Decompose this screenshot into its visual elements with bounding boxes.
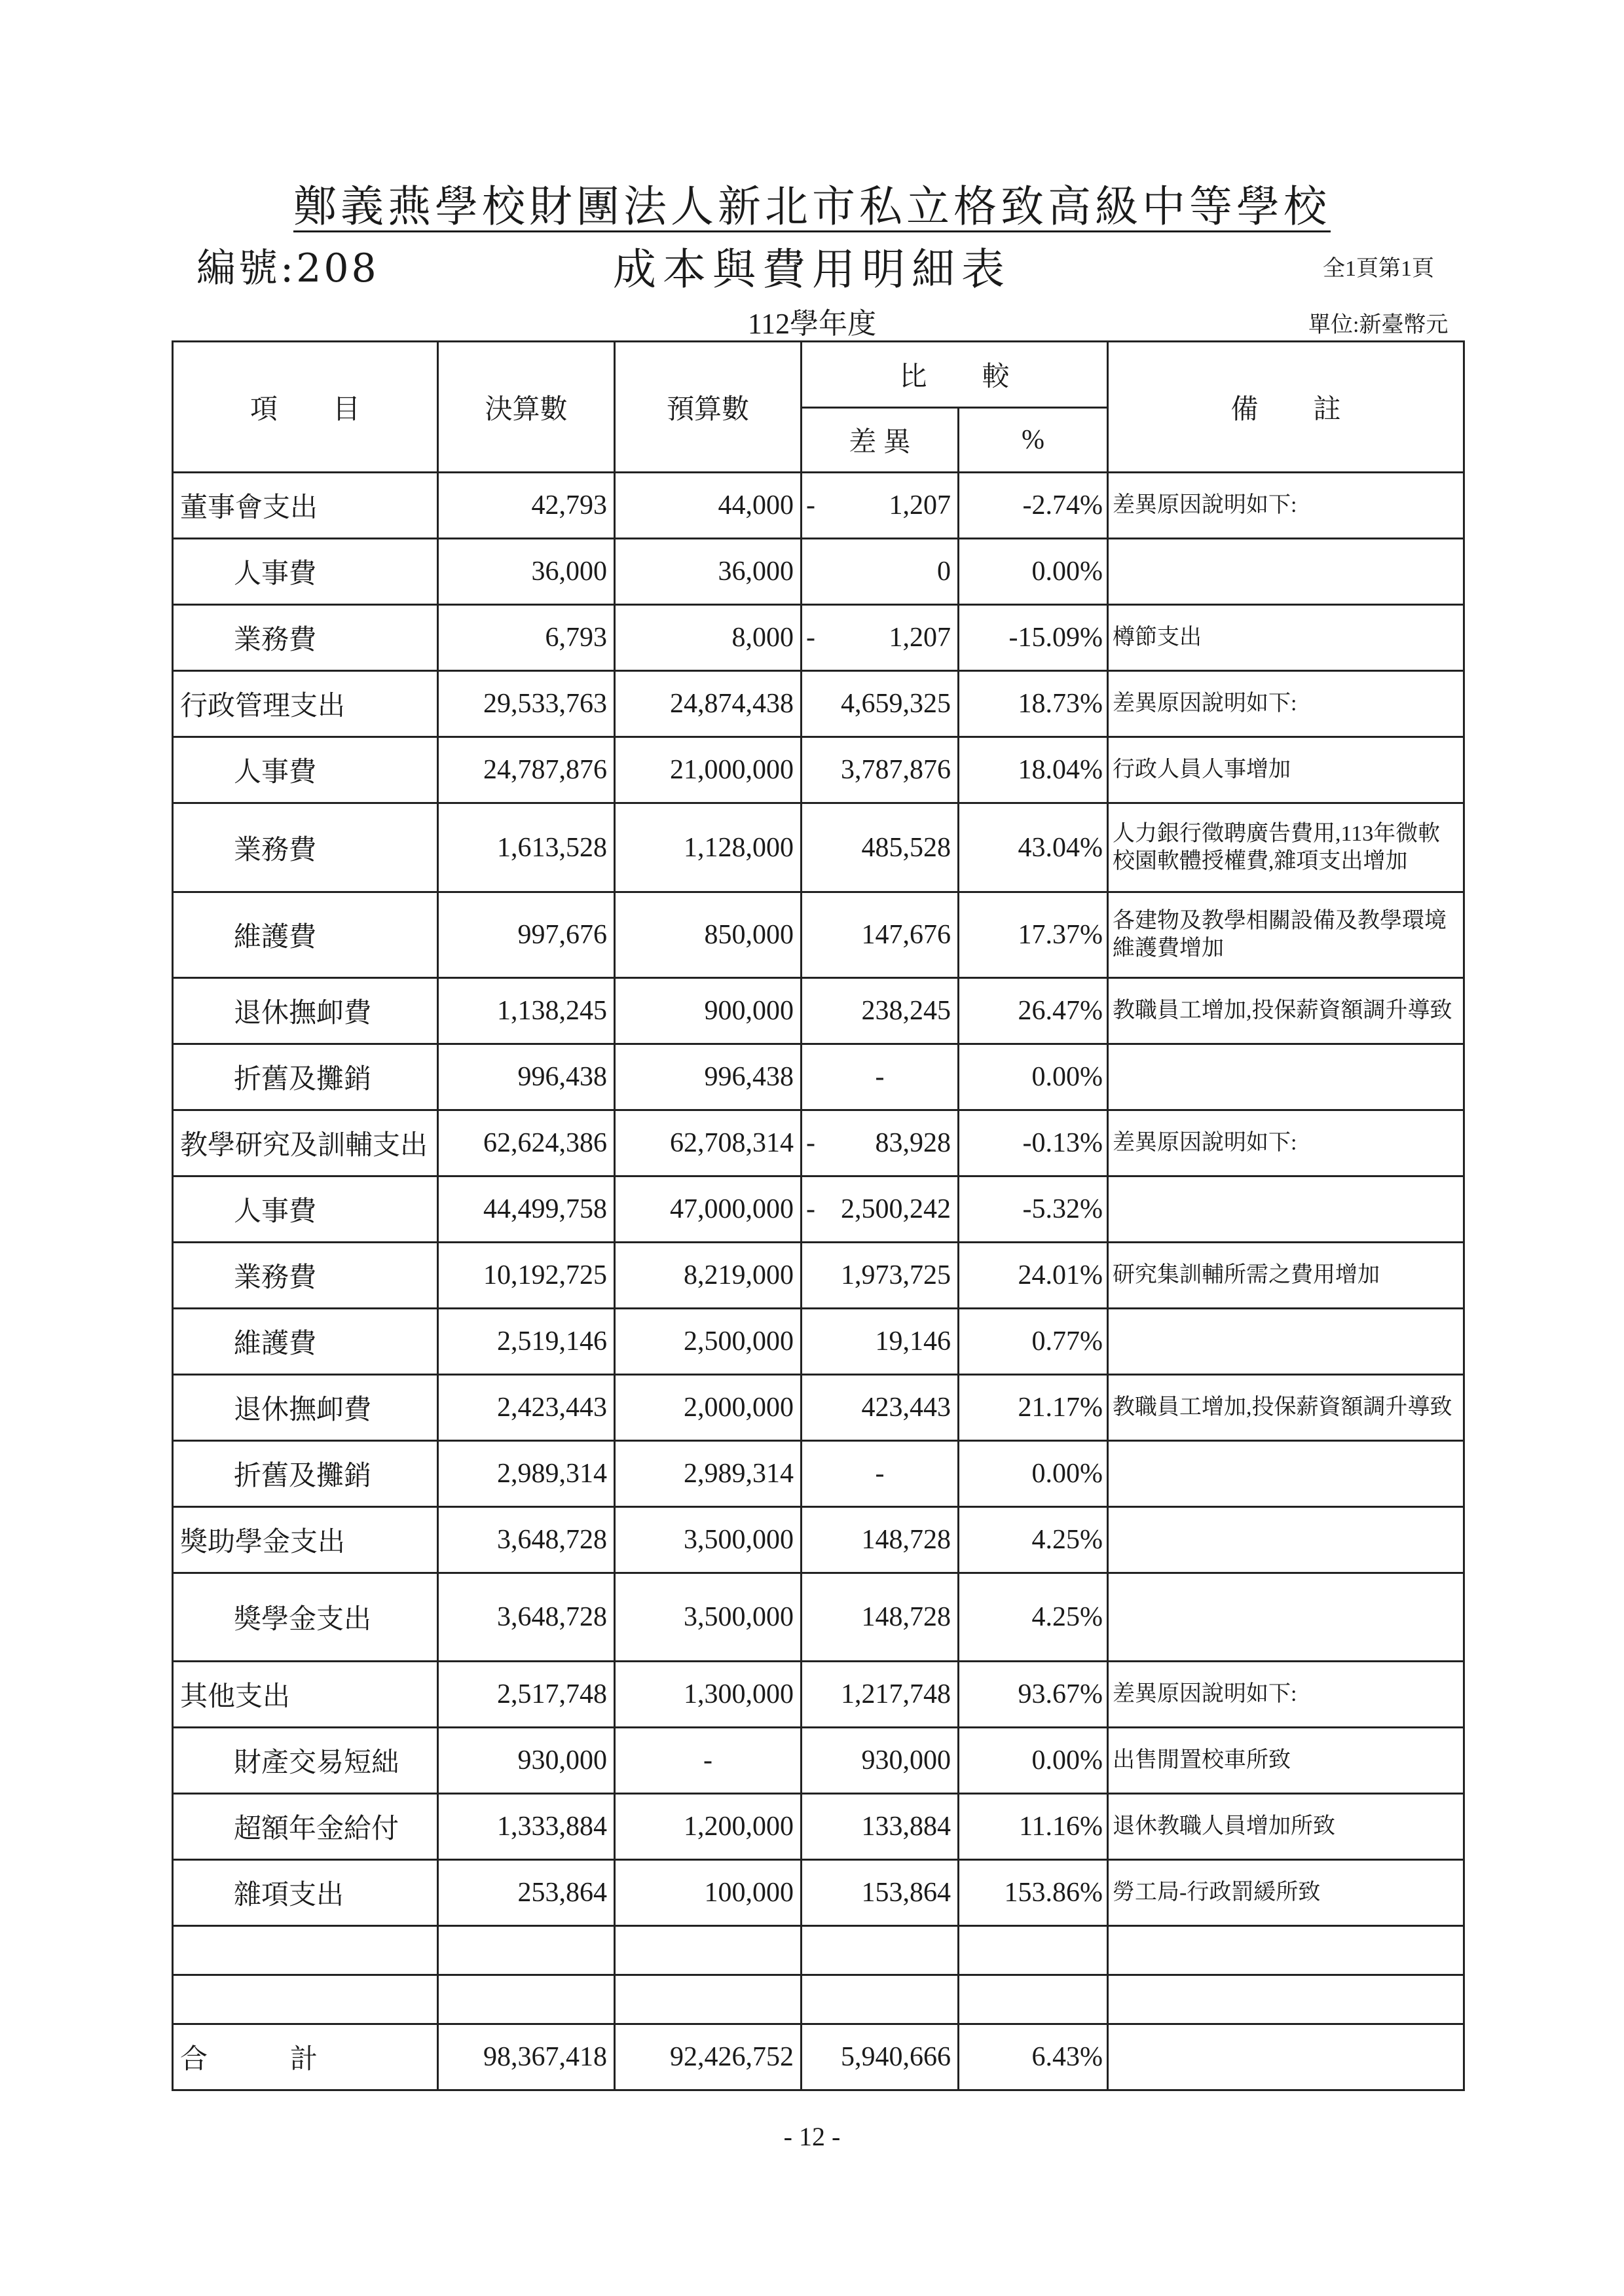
document-number: 編號:208 [196,246,379,291]
empty-cell [173,1926,438,1975]
pct-cell: -2.74% [959,473,1108,539]
diff-cell-wrap [802,1044,959,1110]
diff-cell: 133,884 [861,1812,951,1842]
table-row [173,978,1464,1044]
table-row [173,1044,1464,1110]
diff-cell-wrap [802,1662,959,1728]
header-actual: 決算數 [438,342,615,473]
diff-cell-wrap [802,1110,959,1176]
diff-cell: 423,443 [861,1393,951,1423]
pct-cell: 0.77% [959,1309,1108,1375]
diff-cell-wrap [802,671,959,737]
negative-sign: - [806,1128,815,1158]
budget-cell: 24,874,438 [615,671,802,737]
item-cell: 業務費 [173,803,438,892]
actual-cell: 930,000 [438,1728,615,1794]
note-cell [1108,1176,1464,1243]
pct-cell: 4.25% [959,1573,1108,1662]
actual-cell: 10,192,725 [438,1243,615,1309]
note-cell: 差異原因說明如下: [1108,473,1464,539]
table-row [173,539,1464,605]
budget-cell: 44,000 [615,473,802,539]
pct-cell: 0.00% [959,1044,1108,1110]
note-cell [1108,539,1464,605]
actual-cell: 36,000 [438,539,615,605]
fiscal-year: 112學年度 [747,308,877,340]
empty-cell [959,1926,1108,1975]
empty-cell [1108,1975,1464,2024]
table-row [173,1507,1464,1573]
item-cell: 財產交易短絀 [173,1728,438,1794]
actual-cell: 1,333,884 [438,1794,615,1860]
item-cell: 人事費 [173,1176,438,1243]
table-row [173,605,1464,671]
item-cell: 獎學金支出 [173,1573,438,1662]
header-item: 項 目 [173,342,438,473]
diff-cell: 0 [937,556,951,587]
diff-cell: 148,728 [861,1525,951,1555]
table-row [173,1794,1464,1860]
empty-cell [959,1975,1108,2024]
note-cell: 教職員工增加,投保薪資額調升導致 [1108,1375,1464,1441]
item-cell: 維護費 [173,1309,438,1375]
pct-cell: 18.73% [959,671,1108,737]
empty-cell [1108,1926,1464,1975]
diff-cell: 2,500,242 [841,1194,951,1224]
diff-cell: 1,207 [889,490,951,520]
note-cell: 教職員工增加,投保薪資額調升導致 [1108,978,1464,1044]
empty-cell [438,1926,615,1975]
note-cell: 退休教職人員增加所致 [1108,1794,1464,1860]
budget-cell: 2,000,000 [615,1375,802,1441]
item-cell: 人事費 [173,539,438,605]
item-cell: 退休撫卹費 [173,978,438,1044]
budget-cell: 21,000,000 [615,737,802,803]
diff-cell: 930,000 [861,1745,951,1776]
budget-cell: 8,000 [615,605,802,671]
actual-cell: 3,648,728 [438,1573,615,1662]
table-row [173,1573,1464,1662]
diff-cell-wrap [802,539,959,605]
empty-cell [802,1926,959,1975]
note-cell: 研究集訓輔所需之費用增加 [1108,1243,1464,1309]
empty-cell [173,1975,438,2024]
note-cell: 各建物及教學相關設備及教學環境維護費增加 [1108,892,1464,978]
table-row [173,1309,1464,1375]
table-row [173,803,1464,892]
empty-cell [615,1975,802,2024]
total-label: 合 計 [173,2024,438,2090]
diff-cell: - [875,1459,885,1489]
diff-cell-wrap [802,803,959,892]
diff-cell-wrap [802,1441,959,1507]
pct-cell: 0.00% [959,1441,1108,1507]
note-cell: 人力銀行徵聘廣告費用,113年微軟校園軟體授權費,雜項支出增加 [1108,803,1464,892]
budget-cell: 47,000,000 [615,1176,802,1243]
note-cell [1108,1441,1464,1507]
diff-cell: - [875,1062,885,1092]
cost-expense-table [172,340,1465,2091]
pct-cell: 26.47% [959,978,1108,1044]
table-row [173,473,1464,539]
budget-cell: 850,000 [615,892,802,978]
diff-cell-wrap [802,1794,959,1860]
diff-cell-wrap [802,737,959,803]
empty-row [173,1926,1464,1975]
item-cell: 獎助學金支出 [173,1507,438,1573]
pct-cell: 17.37% [959,892,1108,978]
item-cell: 其他支出 [173,1662,438,1728]
diff-cell-wrap [802,1243,959,1309]
negative-sign: - [806,490,815,520]
actual-cell: 2,519,146 [438,1309,615,1375]
pct-cell: 153.86% [959,1860,1108,1926]
note-cell [1108,1044,1464,1110]
budget-cell: 62,708,314 [615,1110,802,1176]
diff-cell: 238,245 [861,996,951,1026]
diff-cell: 147,676 [861,920,951,950]
table-row [173,1110,1464,1176]
table-row [173,1441,1464,1507]
item-cell: 董事會支出 [173,473,438,539]
note-cell [1108,1309,1464,1375]
diff-cell-wrap [802,1375,959,1441]
total-note [1108,2024,1464,2090]
pct-cell: 43.04% [959,803,1108,892]
actual-cell: 996,438 [438,1044,615,1110]
pct-cell: 21.17% [959,1375,1108,1441]
budget-cell: 100,000 [615,1860,802,1926]
pct-cell: 18.04% [959,737,1108,803]
pct-cell: 11.16% [959,1794,1108,1860]
budget-cell: 2,989,314 [615,1441,802,1507]
note-cell: 差異原因說明如下: [1108,671,1464,737]
item-cell: 業務費 [173,1243,438,1309]
actual-cell: 62,624,386 [438,1110,615,1176]
document-title: 成本與費用明細表 [613,244,1011,295]
budget-cell: 36,000 [615,539,802,605]
header-pct: % [959,408,1108,473]
table-row [173,892,1464,978]
pct-cell: 0.00% [959,539,1108,605]
diff-cell-wrap [802,1176,959,1243]
note-cell [1108,1573,1464,1662]
table-row [173,1243,1464,1309]
item-cell: 業務費 [173,605,438,671]
note-cell [1108,1507,1464,1573]
note-cell: 行政人員人事增加 [1108,737,1464,803]
item-cell: 教學研究及訓輔支出 [173,1110,438,1176]
total-row [173,2024,1464,2090]
organization-title: 鄭義燕學校財團法人新北市私立格致高級中等學校 [293,181,1331,232]
item-cell: 退休撫卹費 [173,1375,438,1441]
total-pct: 6.43% [959,2024,1108,2090]
table-row [173,1176,1464,1243]
diff-cell: 19,146 [875,1326,951,1357]
pct-cell: -15.09% [959,605,1108,671]
empty-cell [438,1975,615,2024]
budget-cell: 2,500,000 [615,1309,802,1375]
diff-cell: 485,528 [861,832,951,863]
actual-cell: 3,648,728 [438,1507,615,1573]
diff-cell: 1,207 [889,623,951,653]
budget-cell: 1,200,000 [615,1794,802,1860]
actual-cell: 1,138,245 [438,978,615,1044]
budget-cell: 900,000 [615,978,802,1044]
budget-cell: - [615,1728,802,1794]
table-row [173,1860,1464,1926]
diff-cell: 1,973,725 [841,1260,951,1290]
table-row [173,671,1464,737]
diff-cell: 1,217,748 [841,1679,951,1709]
diff-cell-wrap [802,1309,959,1375]
pct-cell: -0.13% [959,1110,1108,1176]
total-budget: 92,426,752 [615,2024,802,2090]
diff-cell-wrap [802,1728,959,1794]
diff-cell: 83,928 [875,1128,951,1158]
actual-cell: 997,676 [438,892,615,978]
table-row [173,1662,1464,1728]
actual-cell: 42,793 [438,473,615,539]
table-row [173,1375,1464,1441]
budget-cell: 8,219,000 [615,1243,802,1309]
actual-cell: 44,499,758 [438,1176,615,1243]
header-note: 備 註 [1108,342,1464,473]
diff-cell: 3,787,876 [841,755,951,785]
budget-cell: 996,438 [615,1044,802,1110]
note-cell: 出售閒置校車所致 [1108,1728,1464,1794]
note-cell: 差異原因說明如下: [1108,1110,1464,1176]
item-cell: 雜項支出 [173,1860,438,1926]
page-number: - 12 - [783,2122,841,2151]
table-row [173,1728,1464,1794]
page-info: 全1頁第1頁 [1323,257,1434,281]
diff-cell: 4,659,325 [841,689,951,719]
note-cell: 勞工局-行政罰緩所致 [1108,1860,1464,1926]
pct-cell: 0.00% [959,1728,1108,1794]
budget-cell: 1,128,000 [615,803,802,892]
note-cell: 差異原因說明如下: [1108,1662,1464,1728]
budget-cell: 1,300,000 [615,1662,802,1728]
diff-cell: 148,728 [861,1602,951,1632]
diff-cell-wrap [802,473,959,539]
pct-cell: 4.25% [959,1507,1108,1573]
item-cell: 行政管理支出 [173,671,438,737]
item-cell: 折舊及攤銷 [173,1441,438,1507]
diff-cell-wrap [802,1573,959,1662]
header-compare: 比 較 [802,342,1108,408]
actual-cell: 24,787,876 [438,737,615,803]
item-cell: 維護費 [173,892,438,978]
note-cell: 樽節支出 [1108,605,1464,671]
table-row [173,737,1464,803]
actual-cell: 2,423,443 [438,1375,615,1441]
header-diff: 差 異 [802,408,959,473]
diff-cell-wrap [802,1507,959,1573]
header-budget: 預算數 [615,342,802,473]
diff-cell: 153,864 [861,1878,951,1908]
diff-cell-wrap [802,978,959,1044]
actual-cell: 6,793 [438,605,615,671]
total-diff: 5,940,666 [802,2024,959,2090]
budget-cell: 3,500,000 [615,1573,802,1662]
total-actual: 98,367,418 [438,2024,615,2090]
diff-cell-wrap [802,1860,959,1926]
pct-cell: 24.01% [959,1243,1108,1309]
diff-cell-wrap [802,605,959,671]
item-cell: 折舊及攤銷 [173,1044,438,1110]
actual-cell: 1,613,528 [438,803,615,892]
pct-cell: -5.32% [959,1176,1108,1243]
actual-cell: 2,989,314 [438,1441,615,1507]
diff-cell-wrap [802,892,959,978]
negative-sign: - [806,1194,815,1224]
pct-cell: 93.67% [959,1662,1108,1728]
negative-sign: - [806,623,815,653]
actual-cell: 29,533,763 [438,671,615,737]
actual-cell: 253,864 [438,1860,615,1926]
empty-cell [615,1926,802,1975]
item-cell: 人事費 [173,737,438,803]
currency-unit: 單位:新臺幣元 [1308,313,1449,337]
empty-row [173,1975,1464,2024]
item-cell: 超額年金給付 [173,1794,438,1860]
budget-cell: 3,500,000 [615,1507,802,1573]
empty-cell [802,1975,959,2024]
actual-cell: 2,517,748 [438,1662,615,1728]
